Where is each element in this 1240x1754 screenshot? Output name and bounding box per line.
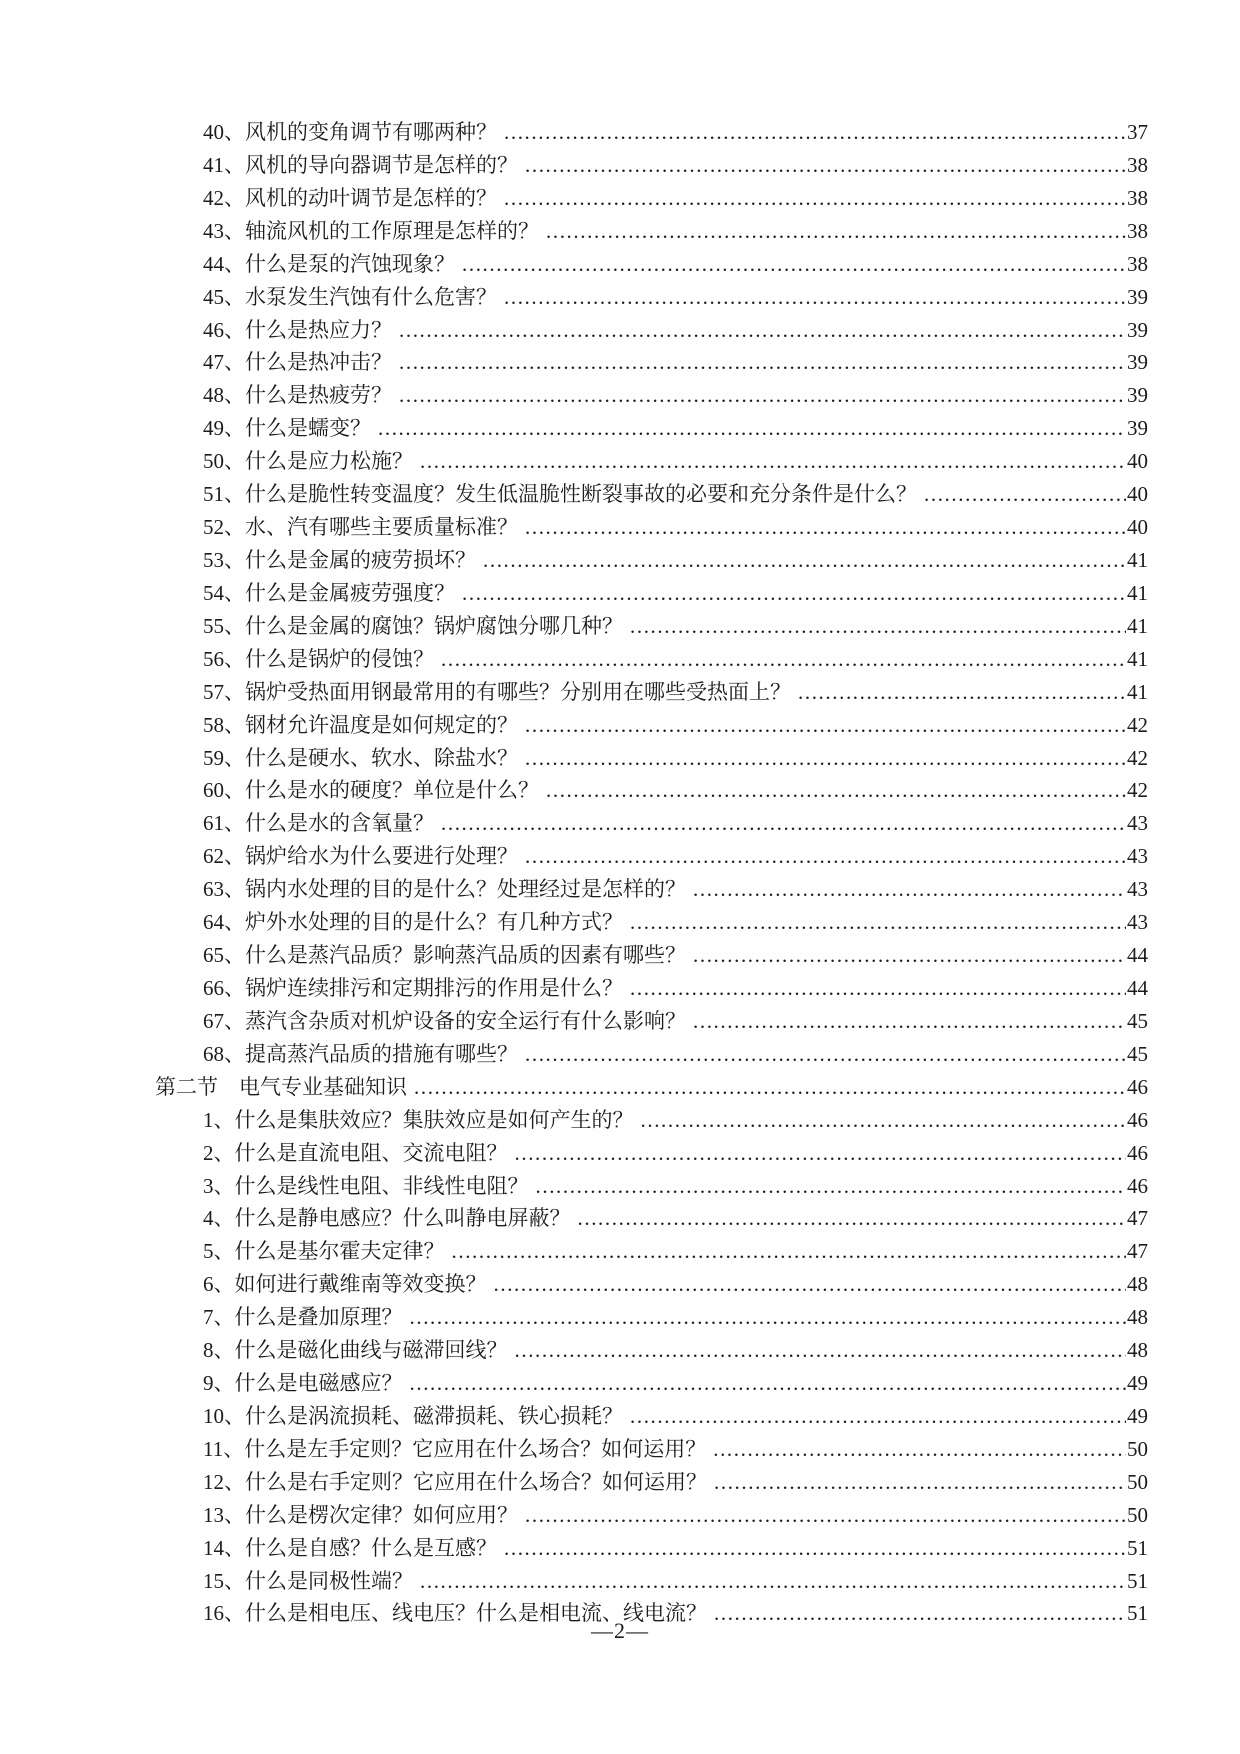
toc-page-number: 41 xyxy=(1127,613,1148,638)
toc-entry-label: 43、轴流风机的工作原理是怎样的？ xyxy=(203,218,539,243)
toc-page-number: 39 xyxy=(1127,317,1148,342)
toc-dot-leader xyxy=(452,1235,1127,1268)
toc-dot-leader xyxy=(714,1466,1126,1499)
toc-dot-leader xyxy=(525,1499,1126,1532)
toc-dot-leader xyxy=(630,906,1126,939)
toc-entry[interactable] xyxy=(0,544,1240,577)
toc-entry-label: 49、什么是蠕变？ xyxy=(203,416,371,441)
toc-page-number: 43 xyxy=(1127,877,1148,902)
toc-entry-label: 61、什么是水的含氧量？ xyxy=(203,811,434,836)
toc-entry-label: 11、什么是左手定则？它应用在什么场合？如何运用？ xyxy=(203,1436,707,1461)
toc-dot-leader xyxy=(536,1170,1127,1203)
toc-dot-leader xyxy=(641,1104,1127,1137)
toc-entry-label: 55、什么是金属的腐蚀？锅炉腐蚀分哪几种？ xyxy=(203,613,623,638)
toc-dot-leader xyxy=(630,972,1126,1005)
toc-entry[interactable] xyxy=(0,709,1240,742)
toc-entry-label: 6、如何进行戴维南等效变换？ xyxy=(203,1272,487,1297)
toc-entry[interactable] xyxy=(0,346,1240,379)
toc-entry-label: 7、什么是叠加原理？ xyxy=(203,1305,403,1330)
toc-entry[interactable] xyxy=(0,1235,1240,1268)
toc-dot-leader xyxy=(420,445,1126,478)
toc-entry-label: 68、提高蒸汽品质的措施有哪些？ xyxy=(203,1041,518,1066)
toc-entry[interactable] xyxy=(0,1268,1240,1301)
toc-entry[interactable] xyxy=(0,1170,1240,1203)
toc-page-number: 49 xyxy=(1127,1371,1148,1396)
toc-dot-leader xyxy=(462,248,1126,281)
toc-dot-leader xyxy=(525,149,1126,182)
toc-entry-label: 2、什么是直流电阻、交流电阻？ xyxy=(203,1140,508,1165)
toc-entry[interactable] xyxy=(0,478,1240,511)
toc-page-number: 49 xyxy=(1127,1403,1148,1428)
toc-page-number: 41 xyxy=(1127,547,1148,572)
toc-entry[interactable] xyxy=(0,1137,1240,1170)
toc-entry-label: 10、什么是涡流损耗、磁滞损耗、铁心损耗？ xyxy=(203,1403,623,1428)
toc-entry-label: 51、什么是脆性转变温度？发生低温脆性断裂事故的必要和充分条件是什么？ xyxy=(203,482,917,507)
toc-dot-leader xyxy=(515,1137,1127,1170)
toc-page-number: 45 xyxy=(1127,1041,1148,1066)
toc-page-number: 48 xyxy=(1127,1272,1148,1297)
toc-dot-leader xyxy=(504,281,1126,314)
toc-entry-label: 59、什么是硬水、软水、除盐水？ xyxy=(203,745,518,770)
toc-dot-leader xyxy=(713,1433,1126,1466)
toc-entry-label: 12、什么是右手定则？它应用在什么场合？如何运用？ xyxy=(203,1469,707,1494)
toc-entry-label: 60、什么是水的硬度？单位是什么？ xyxy=(203,778,539,803)
toc-dot-leader xyxy=(399,314,1126,347)
toc-entry-label: 4、什么是静电感应？什么叫静电屏蔽？ xyxy=(203,1206,571,1231)
toc-entry-label: 62、锅炉给水为什么要进行处理？ xyxy=(203,844,518,869)
toc-page-number: 45 xyxy=(1127,1008,1148,1033)
toc-entry[interactable] xyxy=(0,182,1240,215)
toc-dot-leader xyxy=(420,1565,1126,1598)
toc-entry-label: 67、蒸汽含杂质对机炉设备的安全运行有什么影响？ xyxy=(203,1008,686,1033)
toc-entry[interactable] xyxy=(0,906,1240,939)
toc-entry[interactable] xyxy=(0,1038,1240,1071)
toc-entry-label: 40、风机的变角调节有哪两种？ xyxy=(203,120,497,144)
toc-entry[interactable] xyxy=(0,1202,1240,1235)
toc-entry-label: 5、什么是基尔霍夫定律？ xyxy=(203,1239,445,1264)
toc-entry-label: 66、锅炉连续排污和定期排污的作用是什么？ xyxy=(203,975,623,1000)
toc-entry[interactable] xyxy=(0,1367,1240,1400)
toc-dot-leader xyxy=(462,577,1126,610)
toc-entry[interactable] xyxy=(0,149,1240,182)
toc-entry-label: 56、什么是锅炉的侵蚀？ xyxy=(203,646,434,671)
toc-entry[interactable] xyxy=(0,840,1240,873)
toc-entry[interactable] xyxy=(0,676,1240,709)
toc-dot-leader xyxy=(410,1367,1127,1400)
toc-dot-leader xyxy=(798,676,1126,709)
toc-page-number: 40 xyxy=(1127,449,1148,474)
toc-entry[interactable] xyxy=(0,412,1240,445)
toc-page-number: 39 xyxy=(1127,416,1148,441)
toc-entry[interactable] xyxy=(0,215,1240,248)
toc-dot-leader xyxy=(525,511,1126,544)
toc-page-number: 46 xyxy=(1127,1107,1148,1132)
toc-page-number: 43 xyxy=(1127,811,1148,836)
toc-page-number: 43 xyxy=(1127,910,1148,935)
toc-page-number: 48 xyxy=(1127,1305,1148,1330)
toc-page-number: 38 xyxy=(1127,218,1148,243)
toc-page-number: 44 xyxy=(1127,943,1148,968)
toc-dot-leader xyxy=(546,774,1126,807)
toc-dot-leader xyxy=(504,116,1126,149)
toc-entry-label: 9、什么是电磁感应？ xyxy=(203,1371,403,1396)
toc-entry-label: 48、什么是热疲劳？ xyxy=(203,383,392,408)
toc-page-number: 39 xyxy=(1127,284,1148,309)
toc-dot-leader xyxy=(515,1334,1127,1367)
toc-entry-label: 63、锅内水处理的目的是什么？处理经过是怎样的？ xyxy=(203,877,686,902)
toc-entry-label: 1、什么是集肤效应？集肤效应是如何产生的？ xyxy=(203,1107,634,1132)
toc-page-number: 50 xyxy=(1127,1469,1148,1494)
toc-entry-label: 53、什么是金属的疲劳损坏？ xyxy=(203,547,476,572)
toc-dot-leader xyxy=(578,1202,1127,1235)
toc-page-number: 38 xyxy=(1127,152,1148,177)
toc-page-number: 51 xyxy=(1127,1601,1148,1626)
toc-entry[interactable] xyxy=(0,379,1240,412)
toc-entry[interactable] xyxy=(0,281,1240,314)
toc-dot-leader xyxy=(924,478,1126,511)
toc-dot-leader xyxy=(494,1268,1127,1301)
toc-dot-leader xyxy=(378,412,1126,445)
toc-page-number: 38 xyxy=(1127,185,1148,210)
toc-page-number: 41 xyxy=(1127,679,1148,704)
toc-dot-leader xyxy=(414,1071,1126,1104)
toc-entry[interactable] xyxy=(0,1565,1240,1598)
toc-entry[interactable] xyxy=(0,314,1240,347)
toc-entry-label: 14、什么是自感？什么是互感？ xyxy=(203,1535,497,1560)
toc-page-number: 47 xyxy=(1127,1239,1148,1264)
toc-entry-label: 3、什么是线性电阻、非线性电阻？ xyxy=(203,1173,529,1198)
toc-entry[interactable] xyxy=(0,577,1240,610)
page-number-footer: —2— xyxy=(591,1618,649,1643)
toc-entry-label: 16、什么是相电压、线电压？什么是相电流、线电流？ xyxy=(203,1601,707,1626)
toc-entry[interactable] xyxy=(0,1005,1240,1038)
toc-page-number: 44 xyxy=(1127,975,1148,1000)
toc-dot-leader xyxy=(483,544,1126,577)
toc-entry-label: 57、锅炉受热面用钢最常用的有哪些？分别用在哪些受热面上？ xyxy=(203,679,791,704)
toc-entry-label: 8、什么是磁化曲线与磁滞回线？ xyxy=(203,1338,508,1363)
toc-page-number: 50 xyxy=(1127,1436,1148,1461)
toc-dot-leader xyxy=(630,1400,1126,1433)
toc-entry-label: 54、什么是金属疲劳强度？ xyxy=(203,580,455,605)
toc-page-number: 46 xyxy=(1127,1074,1148,1099)
toc-entry[interactable] xyxy=(0,248,1240,281)
toc-dot-leader xyxy=(693,873,1126,906)
toc-entry-label: 64、炉外水处理的目的是什么？有几种方式？ xyxy=(203,910,623,935)
toc-page-number: 42 xyxy=(1127,745,1148,770)
toc-dot-leader xyxy=(693,939,1126,972)
toc-entry-label: 第二节 电气专业基础知识 xyxy=(155,1074,407,1099)
toc-page-number: 42 xyxy=(1127,712,1148,737)
toc-dot-leader xyxy=(525,742,1126,775)
toc-dot-leader xyxy=(399,346,1126,379)
toc-entry[interactable] xyxy=(0,511,1240,544)
toc-dot-leader xyxy=(693,1005,1126,1038)
toc-entry[interactable] xyxy=(0,1499,1240,1532)
toc-dot-leader xyxy=(546,215,1126,248)
toc-entry[interactable] xyxy=(0,1466,1240,1499)
toc-entry[interactable] xyxy=(0,873,1240,906)
toc-dot-leader xyxy=(441,643,1126,676)
toc-page-number: 46 xyxy=(1127,1173,1148,1198)
toc-entry[interactable] xyxy=(0,807,1240,840)
toc-entry-label: 50、什么是应力松施？ xyxy=(203,449,413,474)
toc-entry[interactable] xyxy=(0,972,1240,1005)
toc-page-number: 37 xyxy=(1127,120,1148,144)
toc-page-number: 40 xyxy=(1127,482,1148,507)
toc-entry[interactable] xyxy=(0,610,1240,643)
toc-list xyxy=(0,116,1240,1630)
toc-page-number: 39 xyxy=(1127,383,1148,408)
toc-page-number: 38 xyxy=(1127,251,1148,276)
toc-entry[interactable] xyxy=(0,1433,1240,1466)
toc-dot-leader xyxy=(630,610,1126,643)
toc-entry[interactable] xyxy=(0,1400,1240,1433)
toc-dot-leader xyxy=(525,1038,1126,1071)
toc-entry[interactable] xyxy=(0,116,1240,149)
toc-page-number: 48 xyxy=(1127,1338,1148,1363)
toc-page-number: 41 xyxy=(1127,580,1148,605)
toc-entry[interactable] xyxy=(0,1334,1240,1367)
toc-page-number: 50 xyxy=(1127,1502,1148,1527)
toc-entry-label: 42、风机的动叶调节是怎样的？ xyxy=(203,185,497,210)
toc-entry[interactable] xyxy=(0,939,1240,972)
toc-dot-leader xyxy=(504,1532,1126,1565)
toc-entry[interactable] xyxy=(0,445,1240,478)
toc-entry-label: 46、什么是热应力？ xyxy=(203,317,392,342)
toc-page-number: 43 xyxy=(1127,844,1148,869)
toc-entry[interactable] xyxy=(0,1104,1240,1137)
toc-entry-label: 52、水、汽有哪些主要质量标准？ xyxy=(203,515,518,540)
toc-page-number: 47 xyxy=(1127,1206,1148,1231)
toc-dot-leader xyxy=(441,807,1126,840)
toc-entry[interactable] xyxy=(0,1532,1240,1565)
toc-entry-label: 45、水泵发生汽蚀有什么危害？ xyxy=(203,284,497,309)
toc-entry[interactable] xyxy=(0,1071,1240,1104)
toc-entry-label: 15、什么是同极性端？ xyxy=(203,1568,413,1593)
toc-entry-label: 65、什么是蒸汽品质？影响蒸汽品质的因素有哪些？ xyxy=(203,943,686,968)
toc-entry-label: 58、钢材允许温度是如何规定的？ xyxy=(203,712,518,737)
toc-dot-leader xyxy=(525,709,1126,742)
toc-page-number: 46 xyxy=(1127,1140,1148,1165)
toc-page-number: 40 xyxy=(1127,515,1148,540)
toc-entry[interactable] xyxy=(0,643,1240,676)
toc-dot-leader xyxy=(525,840,1126,873)
toc-entry[interactable] xyxy=(0,742,1240,775)
toc-page-number: 39 xyxy=(1127,350,1148,375)
toc-dot-leader xyxy=(504,182,1126,215)
toc-entry-label: 47、什么是热冲击？ xyxy=(203,350,392,375)
toc-entry-label: 41、风机的导向器调节是怎样的？ xyxy=(203,152,518,177)
toc-dot-leader xyxy=(399,379,1126,412)
toc-page-number: 51 xyxy=(1127,1568,1148,1593)
toc-entry-label: 44、什么是泵的汽蚀现象？ xyxy=(203,251,455,276)
toc-dot-leader xyxy=(410,1301,1127,1334)
toc-page-number: 41 xyxy=(1127,646,1148,671)
toc-entry[interactable] xyxy=(0,774,1240,807)
toc-page-number: 51 xyxy=(1127,1535,1148,1560)
toc-page-number: 42 xyxy=(1127,778,1148,803)
toc-entry[interactable] xyxy=(0,1301,1240,1334)
toc-entry-label: 13、什么是楞次定律？如何应用？ xyxy=(203,1502,518,1527)
